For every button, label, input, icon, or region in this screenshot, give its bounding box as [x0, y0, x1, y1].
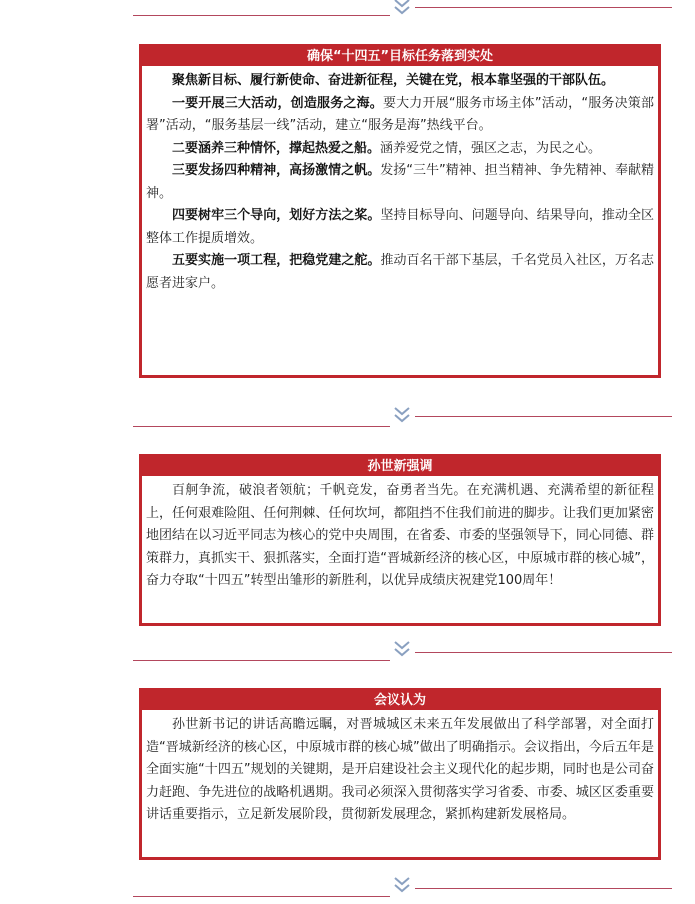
section-text: 孙世新书记的讲话高瞻远瞩，对晋城城区未来五年发展做出了科学部署，对全面打造“晋城新经济的核心区，中原城市群的核心城”做出了明确指示。会议指出，今后五年是全面实施“十四五”规划的关键期，是开启建设社会主义现代化的起步期，同时也是公司奋力赶跑、争先进位的战略机遇期。我司必须深入贯彻落实学习省委、市委、城区区委重要讲话重要指示，立足新发展阶段，贯彻新发展理念，紧抓构建新发展格局。 [146, 717, 654, 822]
section-title: 确保“十四五”目标任务落到实处 [142, 47, 658, 66]
double-chevron-down-icon [392, 874, 412, 896]
divider-line-right [415, 652, 672, 653]
point-text: 要大力开展“服务市场主体”活动，“服务决策部署”活动，“服务基层一线”活动，建立“服务是海”热线平台。 [146, 95, 654, 133]
point-text: 发扬“三牛”精神、担当精神、争先精神、奉献精神。 [146, 163, 654, 201]
section-text: 百舸争流，破浪者领航；千帆竞发，奋勇者当先。在充满机遇、充满希望的新征程上，任何艰难险阻、任何荆棘、任何坎坷，都阻挡不住我们前进的脚步。让我们更加紧密地团结在以习近平同志为核心的党中央周围，在省委、市委的坚强领导下，同心同德、群策群力，真抓实干、狠抓落实，全面打造“晋城新经济的核心区，中原城市群的核心城”，奋力夺取“十四五”转型出雏形的新胜利，以优异成绩庆祝建党100周年！ [146, 483, 654, 588]
list-item [146, 93, 654, 138]
point-text: 涵养爱党之情，强区之志，为民之心。 [380, 140, 602, 156]
list-item [146, 138, 654, 161]
list-item [146, 160, 654, 205]
divider-line-left [133, 15, 390, 16]
divider-line-left [133, 896, 390, 897]
double-chevron-down-icon [392, 404, 412, 426]
point-text: 坚持目标导向、问题导向、结果导向，推动全区整体工作提质增效。 [146, 208, 654, 246]
point-lead: 五要实施一项工程，把稳党建之舵。 [172, 253, 381, 268]
double-chevron-down-icon [392, 638, 412, 660]
divider-line-left [133, 660, 390, 661]
point-lead: 一要开展三大活动，创造服务之海。 [172, 95, 383, 111]
divider-line-right [415, 888, 672, 889]
double-chevron-down-icon [392, 0, 412, 18]
section-body [142, 476, 658, 599]
point-lead: 四要树牢三个导向，划好方法之桨。 [172, 208, 381, 223]
section-title: 会议认为 [142, 691, 658, 710]
section-intro: 聚焦新目标、履行新使命、奋进新征程，关键在党，根本靠坚强的干部队伍。 [172, 73, 615, 88]
divider-line-right [415, 7, 672, 8]
section-divider [0, 0, 695, 24]
section-divider [0, 636, 695, 666]
divider-line-right [415, 416, 672, 417]
point-lead: 二要涵养三种情怀，撑起热爱之船。 [172, 140, 381, 156]
section-body [142, 710, 658, 833]
section-divider [0, 402, 695, 432]
section-body [142, 66, 658, 301]
list-item [146, 205, 654, 250]
section-divider [0, 872, 695, 902]
divider-line-left [133, 426, 390, 427]
section-title: 孙世新强调 [142, 457, 658, 476]
section-targets [139, 44, 661, 378]
point-lead: 三要发扬四种精神，高扬激情之帆。 [172, 163, 381, 178]
section-sun-emphasized [139, 454, 661, 626]
point-text: 推动百名干部下基层，千名党员入社区，万名志愿者进家户。 [146, 253, 654, 291]
section-meeting-view [139, 688, 661, 860]
list-item [146, 250, 654, 295]
